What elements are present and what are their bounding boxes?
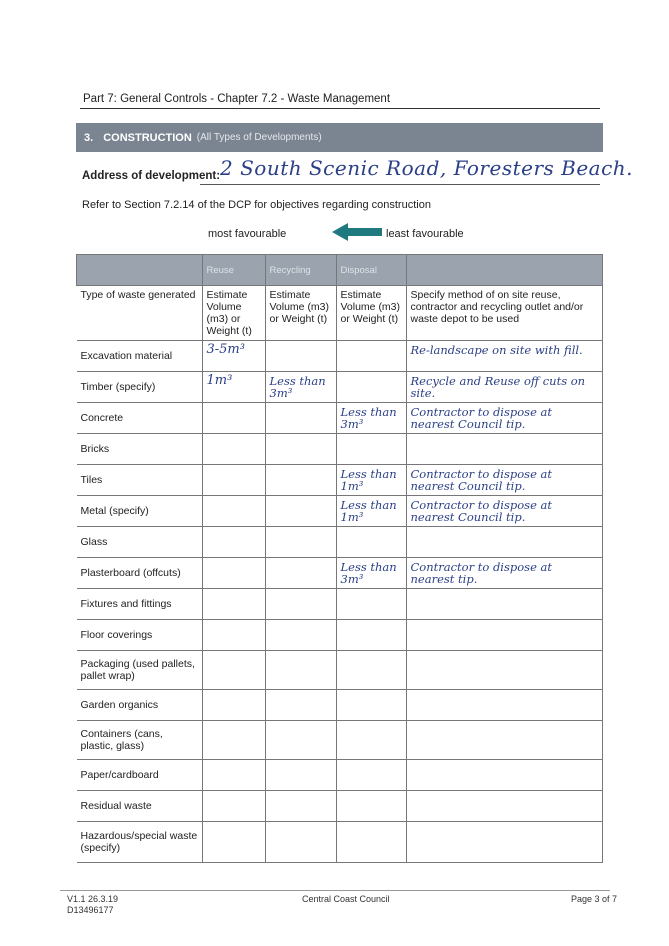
disposal-cell[interactable] — [336, 620, 406, 651]
footer-page-number: Page 3 of 7 — [571, 894, 618, 904]
waste-type-label: Concrete — [77, 403, 203, 434]
table-row — [77, 286, 603, 341]
favourability-arrow-icon — [332, 223, 382, 241]
recycling-cell[interactable] — [265, 558, 336, 589]
recycling-cell[interactable] — [265, 434, 336, 465]
table-row — [77, 589, 603, 620]
table-row — [77, 690, 603, 721]
recycling-cell[interactable] — [265, 496, 336, 527]
method-cell[interactable]: Contractor to dispose at nearest Council tip. — [406, 465, 603, 496]
section-subtitle: (All Types of Developments) — [196, 132, 322, 143]
method-cell[interactable]: Contractor to dispose at nearest Council tip. — [406, 403, 603, 434]
waste-type-label: Excavation material — [77, 341, 203, 372]
waste-type-label: Garden organics — [77, 690, 203, 721]
recycling-cell[interactable] — [265, 791, 336, 822]
reuse-cell[interactable] — [202, 434, 265, 465]
waste-table — [76, 254, 603, 863]
disposal-cell[interactable]: Less than 1m³ — [336, 465, 406, 496]
address-handwritten-value[interactable]: 2 South Scenic Road, Foresters Beach. — [220, 156, 634, 180]
header-disposal: Disposal — [336, 255, 406, 286]
waste-type-label: Paper/cardboard — [77, 760, 203, 791]
reuse-cell[interactable] — [202, 690, 265, 721]
disposal-cell[interactable] — [336, 589, 406, 620]
table-row — [77, 465, 603, 496]
waste-type-label: Tiles — [77, 465, 203, 496]
recycling-cell[interactable] — [265, 651, 336, 690]
table-row — [77, 760, 603, 791]
reuse-cell[interactable] — [202, 496, 265, 527]
footer-council: Central Coast Council — [302, 894, 390, 904]
section-title: CONSTRUCTION — [103, 131, 192, 144]
table-row — [77, 496, 603, 527]
header-reuse: Reuse — [202, 255, 265, 286]
table-row — [77, 651, 603, 690]
recycling-cell[interactable] — [265, 760, 336, 791]
disposal-cell[interactable] — [336, 527, 406, 558]
disposal-cell[interactable] — [336, 651, 406, 690]
disposal-cell[interactable] — [336, 434, 406, 465]
table-header-row — [77, 255, 603, 286]
disposal-cell[interactable] — [336, 760, 406, 791]
reuse-cell[interactable] — [202, 791, 265, 822]
disposal-cell[interactable] — [336, 721, 406, 760]
waste-type-label: Residual waste — [77, 791, 203, 822]
most-favourable-label: most favourable — [208, 228, 287, 240]
waste-type-label: Glass — [77, 527, 203, 558]
reuse-cell[interactable] — [202, 822, 265, 863]
reuse-cell[interactable] — [202, 721, 265, 760]
reuse-cell[interactable] — [202, 465, 265, 496]
disposal-cell[interactable]: Less than 3m³ — [336, 403, 406, 434]
footer-left — [67, 894, 118, 916]
method-cell[interactable] — [406, 760, 603, 791]
disposal-cell[interactable] — [336, 690, 406, 721]
method-cell[interactable]: Re-landscape on site with fill. — [406, 341, 603, 372]
reuse-cell[interactable] — [202, 527, 265, 558]
disposal-cell[interactable] — [336, 372, 406, 403]
page-header-title: Part 7: General Controls - Chapter 7.2 - Waste Management — [83, 93, 391, 105]
reuse-cell[interactable] — [202, 558, 265, 589]
method-cell[interactable] — [406, 721, 603, 760]
method-header: Specify method of on site reuse, contractor and recycling outlet and/or waste depot to be used — [406, 286, 603, 341]
table-row — [77, 620, 603, 651]
recycling-cell[interactable] — [265, 822, 336, 863]
recycling-cell[interactable] — [265, 403, 336, 434]
footer-divider — [60, 890, 610, 891]
recycling-cell[interactable] — [265, 589, 336, 620]
table-row — [77, 372, 603, 403]
recycling-cell[interactable] — [265, 690, 336, 721]
recycling-cell[interactable] — [265, 620, 336, 651]
header-divider — [80, 108, 600, 109]
waste-type-label: Bricks — [77, 434, 203, 465]
table-row — [77, 341, 603, 372]
disposal-cell[interactable]: Less than 3m³ — [336, 558, 406, 589]
table-row — [77, 527, 603, 558]
table-row — [77, 822, 603, 863]
header-blank — [77, 255, 203, 286]
method-cell[interactable] — [406, 589, 603, 620]
reuse-cell[interactable] — [202, 403, 265, 434]
table-row — [77, 791, 603, 822]
section-banner — [76, 123, 603, 152]
type-label-header: Type of waste generated — [77, 286, 203, 341]
method-cell[interactable]: Contractor to dispose at nearest Council tip. — [406, 496, 603, 527]
reuse-cell[interactable]: 3-5m³ — [202, 341, 265, 372]
least-favourable-label: least favourable — [386, 228, 464, 240]
waste-type-label: Packaging (used pallets, pallet wrap) — [77, 651, 203, 690]
footer-doc-id: D13496177 — [67, 905, 114, 915]
recycling-cell[interactable] — [265, 527, 336, 558]
disposal-cell[interactable] — [336, 791, 406, 822]
method-cell[interactable] — [406, 651, 603, 690]
header-recycling: Recycling — [265, 255, 336, 286]
table-row — [77, 558, 603, 589]
method-cell[interactable] — [406, 434, 603, 465]
reuse-cell[interactable] — [202, 620, 265, 651]
recycling-cell[interactable] — [265, 465, 336, 496]
waste-type-label: Hazardous/special waste (specify) — [77, 822, 203, 863]
waste-type-label: Floor coverings — [77, 620, 203, 651]
reuse-cell[interactable]: 1m³ — [202, 372, 265, 403]
method-cell[interactable] — [406, 690, 603, 721]
waste-type-label: Timber (specify) — [77, 372, 203, 403]
disposal-cell[interactable] — [336, 822, 406, 863]
header-method — [406, 255, 603, 286]
method-cell[interactable] — [406, 791, 603, 822]
recycling-cell[interactable] — [265, 341, 336, 372]
method-cell[interactable]: Contractor to dispose at nearest tip. — [406, 558, 603, 589]
waste-type-label: Plasterboard (offcuts) — [77, 558, 203, 589]
table-row — [77, 434, 603, 465]
reuse-cell[interactable] — [202, 760, 265, 791]
method-cell[interactable] — [406, 620, 603, 651]
waste-type-label: Fixtures and fittings — [77, 589, 203, 620]
reuse-estimate-header: Estimate Volume (m3) or Weight (t) — [202, 286, 265, 341]
disposal-estimate-header: Estimate Volume (m3) or Weight (t) — [336, 286, 406, 341]
reuse-cell[interactable] — [202, 589, 265, 620]
reuse-cell[interactable] — [202, 651, 265, 690]
method-cell[interactable]: Recycle and Reuse off cuts on site. — [406, 372, 603, 403]
address-underline — [200, 184, 600, 185]
refer-instruction: Refer to Section 7.2.14 of the DCP for objectives regarding construction — [82, 199, 431, 211]
method-cell[interactable] — [406, 527, 603, 558]
disposal-cell[interactable] — [336, 341, 406, 372]
table-row — [77, 721, 603, 760]
address-label: Address of development: — [82, 170, 221, 182]
waste-type-label: Metal (specify) — [77, 496, 203, 527]
table-row — [77, 403, 603, 434]
footer-version: V1.1 26.3.19 — [67, 894, 119, 904]
section-number: 3. — [84, 131, 94, 144]
disposal-cell[interactable]: Less than 1m³ — [336, 496, 406, 527]
waste-type-label: Containers (cans, plastic, glass) — [77, 721, 203, 760]
recycling-cell[interactable]: Less than 3m³ — [265, 372, 336, 403]
recycling-estimate-header: Estimate Volume (m3) or Weight (t) — [265, 286, 336, 341]
recycling-cell[interactable] — [265, 721, 336, 760]
method-cell[interactable] — [406, 822, 603, 863]
